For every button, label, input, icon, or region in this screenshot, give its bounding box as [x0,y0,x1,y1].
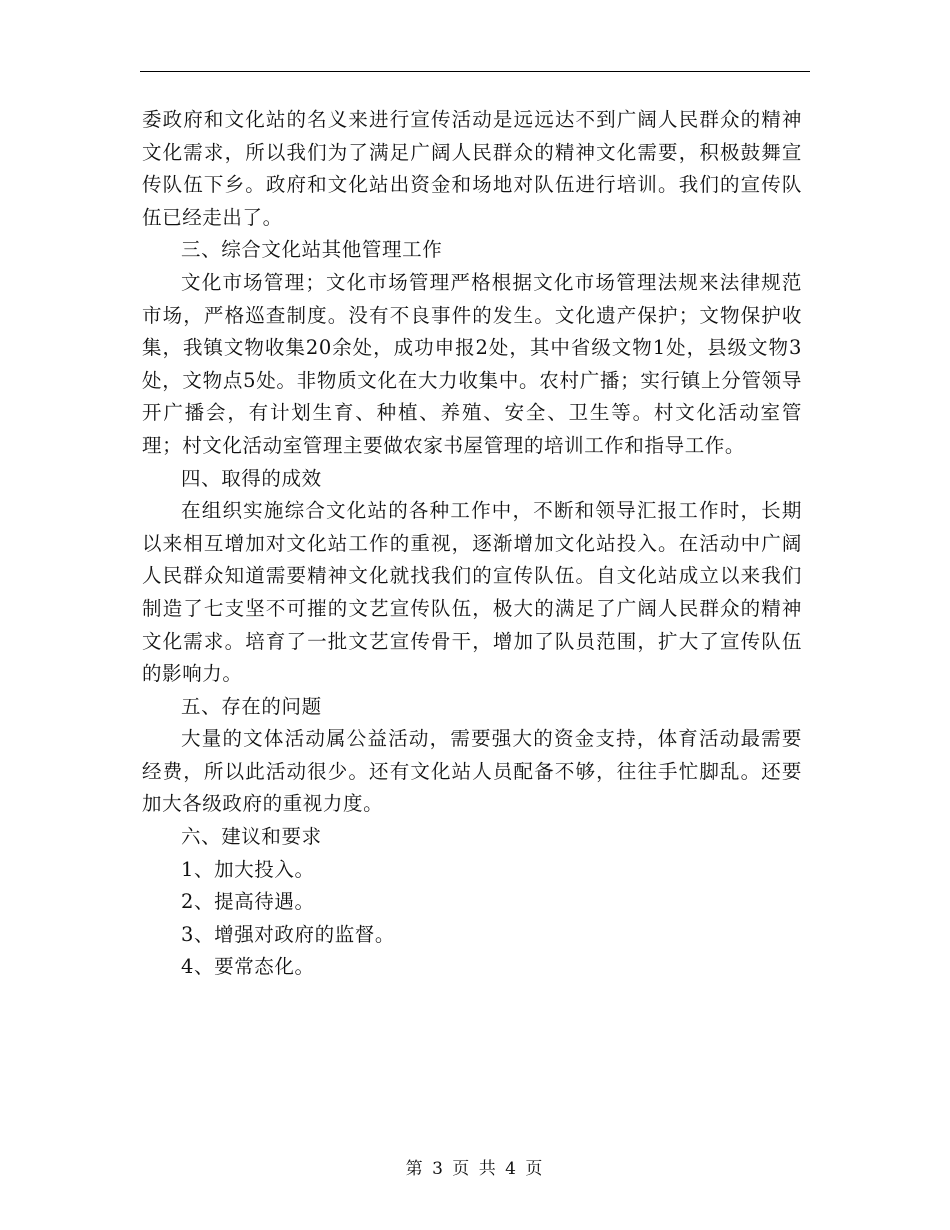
section-heading-4: 四、取得的成效 [181,466,322,490]
section-heading-3: 三、综合文化站其他管理工作 [181,238,443,262]
list-item-3: 3、增强对政府的监督。 [181,922,396,946]
paragraph-management: 文化市场管理；文化市场管理严格根据文化市场管理法规来法律规范市场，严格巡查制度。没有不良事件的发生。文化遗产保护；文物保护收集，我镇文物收集20余处，成功申报2处，其中省级文物1处，县级文物3处，文物点5处。非物质文化在大力收集中。农村广播；实行镇上分管领导开广播会，有计划生育、种植、养殖、安全、卫生等。村文化活动室管理；村文化活动室管理主要做农家书屋管理的培训工作和指导工作。 [142,270,802,457]
list-item-4: 4、要常态化。 [181,955,315,979]
header-rule [140,71,810,72]
document-body [142,104,802,984]
page-number-footer: 第 3 页 共 4 页 [405,1159,545,1179]
list-item-2: 2、提高待遇。 [181,890,315,914]
paragraph-continuation: 委政府和文化站的名义来进行宣传活动是远远达不到广阔人民群众的精神文化需求，所以我们为了满足广阔人民群众的精神文化需要，积极鼓舞宣传队伍下乡。政府和文化站出资金和场地对队伍进行培训。我们的宣传队伍已经走出了。 [142,108,802,229]
list-item-1: 1、加大投入。 [181,857,315,881]
section-heading-5: 五、存在的问题 [181,694,322,718]
paragraph-achievements: 在组织实施综合文化站的各种工作中，不断和领导汇报工作时，长期以来相互增加对文化站工作的重视，逐渐增加文化站投入。在活动中广阔人民群众知道需要精神文化就找我们的宣传队伍。自文化站成立以来我们制造了七支坚不可摧的文艺宣传队伍，极大的满足了广阔人民群众的精神文化需求。培育了一批文艺宣传骨干，增加了队员范围，扩大了宣传队伍的影响力。 [142,499,802,686]
section-heading-6: 六、建议和要求 [181,825,322,849]
paragraph-problems: 大量的文体活动属公益活动，需要强大的资金支持，体育活动最需要经费，所以此活动很少。还有文化站人员配备不够，往往手忙脚乱。还要加大各级政府的重视力度。 [142,727,802,816]
